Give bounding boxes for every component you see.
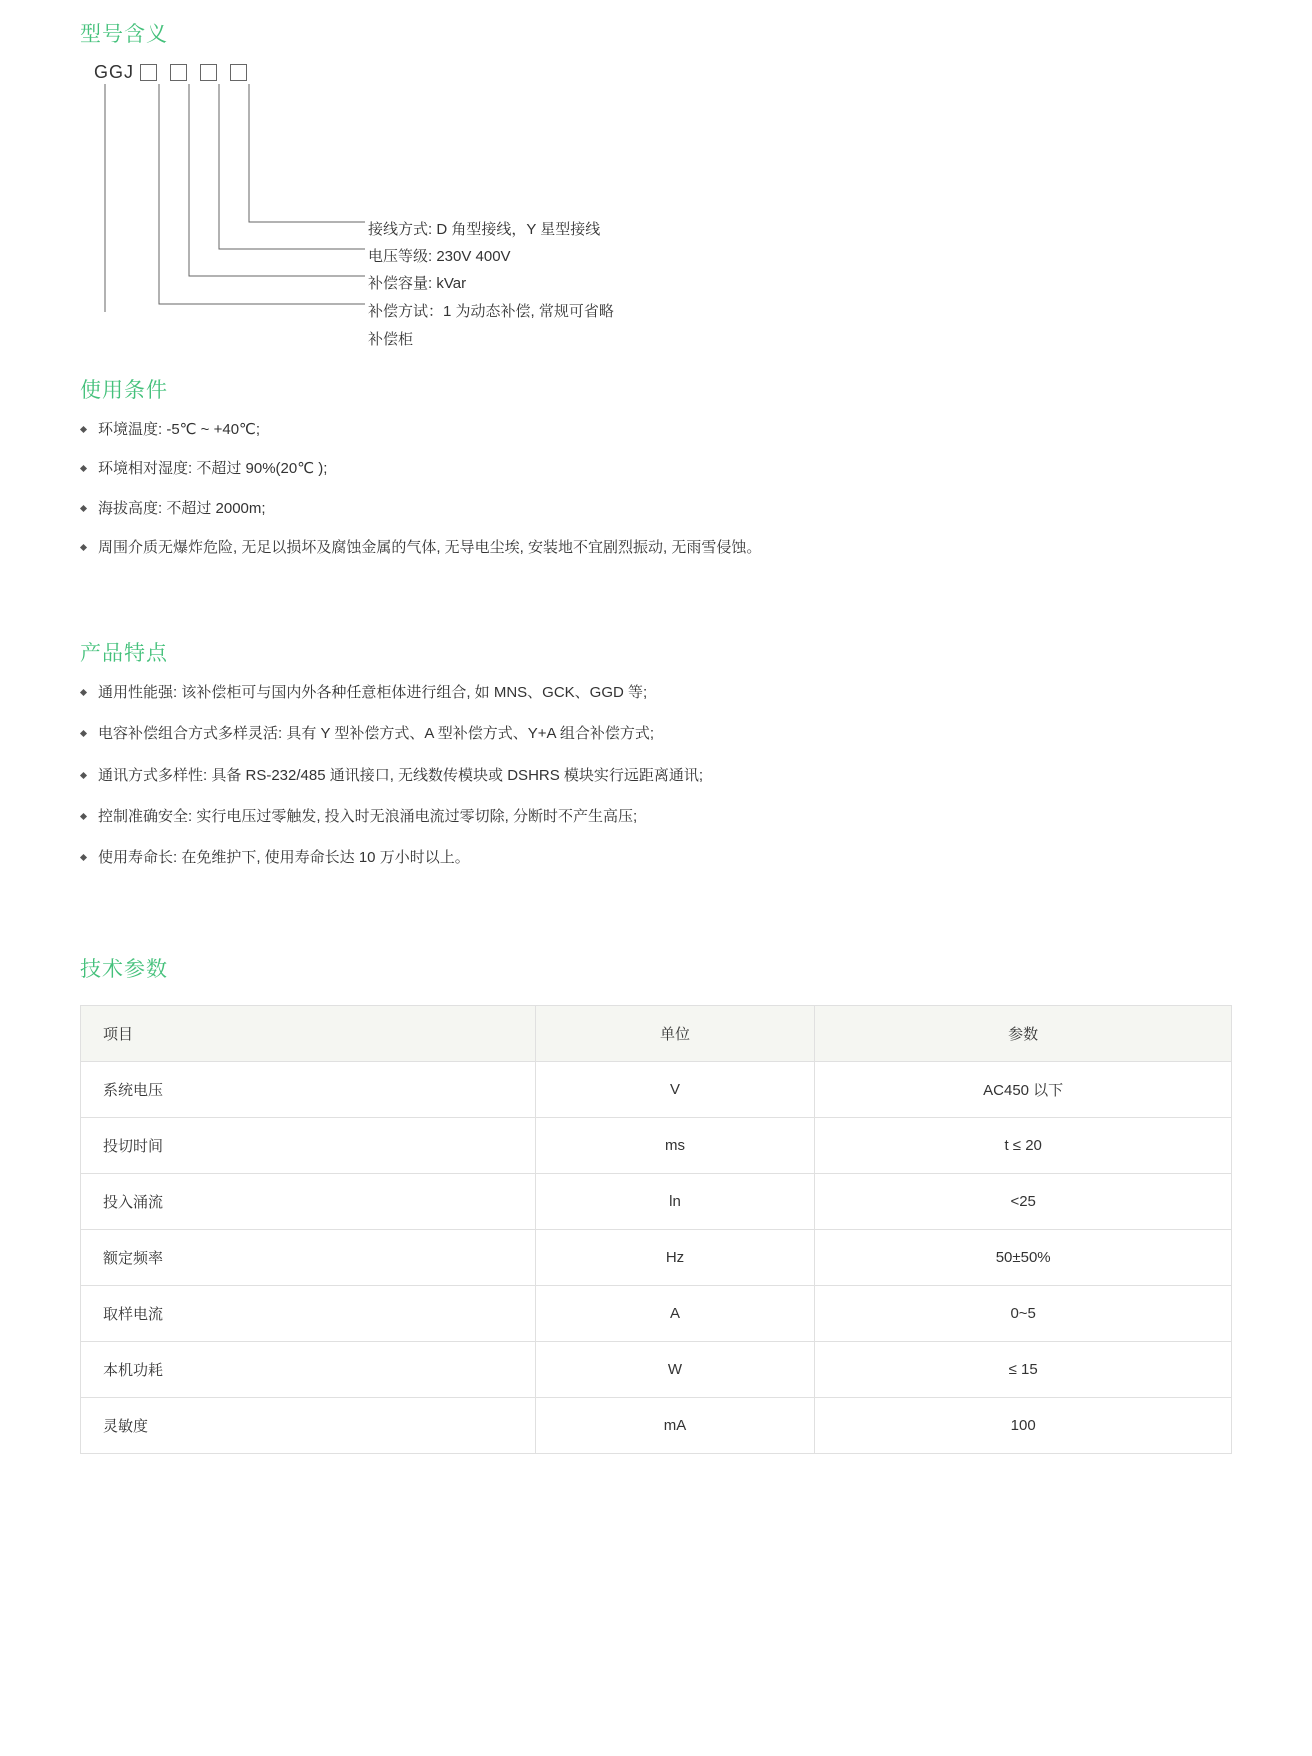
table-header-row bbox=[81, 1006, 1232, 1062]
section-model-naming bbox=[80, 10, 1232, 348]
naming-label-method: 补偿方试：1 为动态补偿, 常规可省略 bbox=[368, 303, 614, 320]
cell-param: 50±50% bbox=[815, 1230, 1232, 1286]
list-item: 通讯方式多样性: 具备 RS-232/485 通讯接口, 无线数传模块或 DSHRS 模块实行远距离通讯; bbox=[80, 764, 1232, 787]
usage-conditions-list bbox=[80, 418, 1232, 559]
cell-item: 取样电流 bbox=[81, 1286, 536, 1342]
cell-param: ≤ 15 bbox=[815, 1342, 1232, 1398]
cell-unit: ms bbox=[535, 1118, 815, 1174]
cell-item: 投入涌流 bbox=[81, 1174, 536, 1230]
cell-unit: V bbox=[535, 1062, 815, 1118]
section-title-usage-conditions: 使用条件 bbox=[80, 379, 168, 402]
list-item: 通用性能强: 该补偿柜可与国内外各种任意柜体进行组合, 如 MNS、GCK、GGD 等; bbox=[80, 681, 1232, 704]
naming-label-voltage: 电压等级: 230V 400V bbox=[368, 248, 511, 265]
table-row bbox=[81, 1062, 1232, 1118]
cell-param: <25 bbox=[815, 1174, 1232, 1230]
naming-label-wiring: 接线方式: D 角型接线，Y 星型接线 bbox=[368, 221, 601, 238]
cell-param: AC450 以下 bbox=[815, 1062, 1232, 1118]
section-title-model-naming: 型号含义 bbox=[80, 23, 168, 46]
cell-item: 投切时间 bbox=[81, 1118, 536, 1174]
cell-param: t ≤ 20 bbox=[815, 1118, 1232, 1174]
list-item: 环境温度: -5℃ ~ +40℃; bbox=[80, 418, 1232, 441]
list-item: 控制准确安全: 实行电压过零触发, 投入时无浪涌电流过零切除, 分断时不产生高压; bbox=[80, 805, 1232, 828]
document-page bbox=[80, 0, 1232, 1494]
cell-item: 本机功耗 bbox=[81, 1342, 536, 1398]
list-item: 电容补偿组合方式多样灵活: 具有 Y 型补偿方式、A 型补偿方式、Y+A 组合补偿方式; bbox=[80, 722, 1232, 745]
table-header-unit: 单位 bbox=[535, 1006, 815, 1062]
section-title-technical-specs: 技术参数 bbox=[80, 958, 168, 982]
list-item: 海拔高度: 不超过 2000m; bbox=[80, 497, 1232, 520]
list-item: 使用寿命长: 在免维护下, 使用寿命长达 10 万小时以上。 bbox=[80, 846, 1232, 869]
section-product-features bbox=[80, 637, 1232, 869]
section-technical-specs bbox=[80, 953, 1232, 1454]
table-row bbox=[81, 1118, 1232, 1174]
list-item: 周围介质无爆炸危险, 无足以损坏及腐蚀金属的气体, 无导电尘埃, 安装地不宜剧烈振动, 无雨雪侵蚀。 bbox=[80, 536, 1232, 559]
cell-unit: W bbox=[535, 1342, 815, 1398]
technical-specs-table bbox=[80, 1005, 1232, 1454]
cell-item: 系统电压 bbox=[81, 1062, 536, 1118]
section-usage-conditions bbox=[80, 374, 1232, 559]
table-row bbox=[81, 1230, 1232, 1286]
section-title-product-features: 产品特点 bbox=[80, 642, 168, 665]
table-row bbox=[81, 1398, 1232, 1454]
cell-param: 100 bbox=[815, 1398, 1232, 1454]
model-code-text: GGJ bbox=[94, 62, 135, 82]
list-item: 环境相对湿度: 不超过 90%(20℃ ); bbox=[80, 457, 1232, 480]
cell-unit: mA bbox=[535, 1398, 815, 1454]
naming-label-cabinet: 补偿柜 bbox=[368, 331, 414, 348]
table-row bbox=[81, 1286, 1232, 1342]
cell-item: 灵敏度 bbox=[81, 1398, 536, 1454]
model-naming-diagram bbox=[80, 62, 1232, 348]
naming-label-capacity: 补偿容量: kVar bbox=[368, 275, 467, 292]
cell-item: 额定频率 bbox=[81, 1230, 536, 1286]
product-features-list bbox=[80, 681, 1232, 869]
cell-unit: Hz bbox=[535, 1230, 815, 1286]
table-row bbox=[81, 1174, 1232, 1230]
cell-param: 0~5 bbox=[815, 1286, 1232, 1342]
cell-unit: A bbox=[535, 1286, 815, 1342]
table-header-item: 项目 bbox=[81, 1006, 536, 1062]
table-header-param: 参数 bbox=[815, 1006, 1232, 1062]
cell-unit: ln bbox=[535, 1174, 815, 1230]
table-row bbox=[81, 1342, 1232, 1398]
